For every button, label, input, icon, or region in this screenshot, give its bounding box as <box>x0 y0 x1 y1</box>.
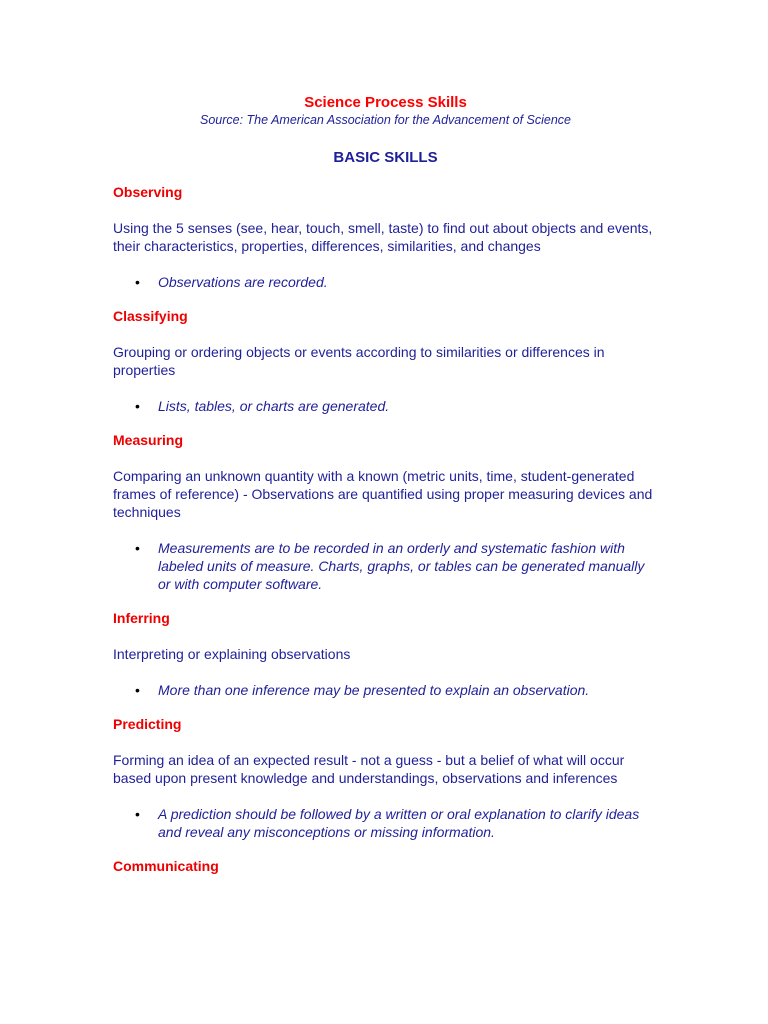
skill-title: Communicating <box>113 858 219 874</box>
list-item <box>135 681 658 699</box>
skill-notes <box>113 805 658 841</box>
skill-classifying <box>113 307 658 415</box>
skill-observing <box>113 183 658 291</box>
skill-measuring <box>113 431 658 593</box>
skill-note: Measurements are to be recorded in an orderly and systematic fashion with labeled units of measure. Charts, graphs, or tables can be generated manually or with computer software. <box>158 540 645 592</box>
list-item <box>135 397 658 415</box>
skill-title: Classifying <box>113 308 188 324</box>
skill-inferring <box>113 609 658 699</box>
section-heading: BASIC SKILLS <box>333 149 438 166</box>
document-title: Science Process Skills <box>304 94 467 111</box>
document-source: Source: The American Association for the Advancement of Science <box>199 113 572 127</box>
skill-notes <box>113 681 658 699</box>
skill-description: Grouping or ordering objects or events according to similarities or differences in properties <box>113 344 605 378</box>
skill-note: Lists, tables, or charts are generated. <box>158 398 390 414</box>
skill-description: Comparing an unknown quantity with a known (metric units, time, student-generated frames of reference) - Observations are quantified using proper measuring devices and techniques <box>113 468 653 520</box>
bullet-icon: • <box>135 398 140 414</box>
list-item <box>135 539 658 593</box>
bullet-icon: • <box>135 682 140 698</box>
skill-title: Measuring <box>113 432 184 448</box>
document-page <box>113 93 658 875</box>
bullet-icon: • <box>135 806 140 822</box>
skill-communicating <box>113 857 658 875</box>
skill-notes <box>113 397 658 415</box>
skill-description: Interpreting or explaining observations <box>113 646 351 662</box>
skill-title: Observing <box>113 184 183 200</box>
list-item <box>135 273 658 291</box>
skill-predicting <box>113 715 658 841</box>
skill-notes <box>113 273 658 291</box>
skill-description: Forming an idea of an expected result - not a guess - but a belief of what will occur based upon present knowledge and understandings, observations and inferences <box>113 752 625 786</box>
skill-description: Using the 5 senses (see, hear, touch, smell, taste) to find out about objects and events, their characteristics, properties, differences, similarities, and changes <box>113 220 653 254</box>
skill-title: Inferring <box>113 610 170 626</box>
skill-note: A prediction should be followed by a written or oral explanation to clarify ideas and reveal any misconceptions or missing information. <box>158 806 640 840</box>
bullet-icon: • <box>135 540 140 556</box>
skill-notes <box>113 539 658 593</box>
skill-note: More than one inference may be presented to explain an observation. <box>158 682 590 698</box>
bullet-icon: • <box>135 274 140 290</box>
list-item <box>135 805 658 841</box>
skill-note: Observations are recorded. <box>158 274 328 290</box>
skill-title: Predicting <box>113 716 182 732</box>
